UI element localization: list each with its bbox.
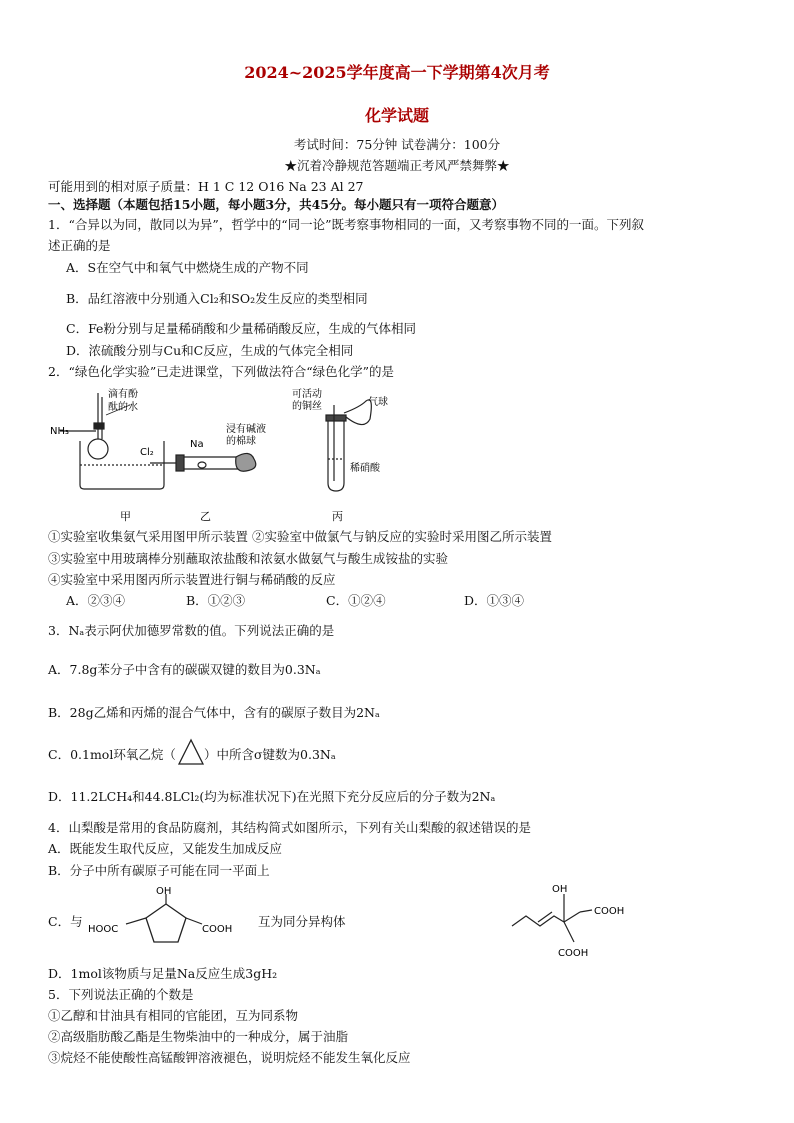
atomic-masses: 可能用到的相对原子质量：H 1 C 12 O16 Na 23 Al 27 xyxy=(48,179,364,194)
q2-statement-1-2: ①实验室收集氨气采用图甲所示装置 ②实验室中做氯气与钠反应的实验时采用图乙所示装置 xyxy=(48,529,552,544)
hooc-label: HOOC xyxy=(88,924,119,935)
q4-option-c-suffix: 互为同分异构体 xyxy=(258,914,346,929)
q4-option-b: B．分子中所有碳原子可能在同一平面上 xyxy=(48,863,270,878)
exam-info: 考试时间：75分钟 试卷满分：100分 xyxy=(293,137,501,152)
q1-option-b: B．品红溶液中分别通入Cl₂和SO₂发生反应的类型相同 xyxy=(66,291,368,306)
q3-option-b: B．28g乙烯和丙烯的混合气体中，含有的碳原子数目为2Nₐ xyxy=(48,705,380,720)
q3-stem: 3．Nₐ表示阿伏加德罗常数的值。下列说法正确的是 xyxy=(48,623,335,638)
cotton-label-2: 的棉球 xyxy=(226,436,256,447)
cyclopentane-diacid-structure xyxy=(86,884,246,954)
q2-apparatus-figure xyxy=(40,385,460,525)
apparatus-yi xyxy=(150,453,256,471)
q2-statement-3: ③实验室中用玻璃棒分别蘸取浓盐酸和浓氨水做氨气与酸生成铵盐的实验 xyxy=(48,551,449,566)
q3-option-c-suffix: ）中所含σ键数为0.3Nₐ xyxy=(204,747,336,762)
apparatus-bing xyxy=(326,400,371,491)
cotton-label-1: 浸有碱液 xyxy=(226,424,266,435)
label-yi: 乙 xyxy=(200,510,211,523)
oh-label-c: OH xyxy=(156,886,172,897)
q2-option-c: C．①②④ xyxy=(326,593,386,608)
q1-option-d: D．浓硫酸分别与Cu和C反应，生成的气体完全相同 xyxy=(66,343,354,358)
q5-statement-3: ③烷烃不能使酸性高锰酸钾溶液褪色，说明烷烃不能发生氧化反应 xyxy=(48,1050,411,1065)
cooh-label-c: COOH xyxy=(202,924,233,935)
q4-option-d: D．1mol该物质与足量Na反应生成3gH₂ xyxy=(48,966,278,981)
cl2-label: Cl₂ xyxy=(140,447,154,458)
sorbic-acid-structure xyxy=(508,880,638,965)
oh-label-sorbic: OH xyxy=(552,884,568,895)
copper-wire-label-2: 的铜丝 xyxy=(292,401,322,412)
q3-option-a: A．7.8g苯分子中含有的碳碳双键的数目为0.3Nₐ xyxy=(48,662,321,677)
subject-title: 化学试题 xyxy=(364,106,429,125)
q2-option-b: B．①②③ xyxy=(186,593,246,608)
q3-option-d: D．11.2LCH₄和44.8LCl₂(均为标准状况下)在光照下充分反应后的分子数为2Nₐ xyxy=(48,789,496,804)
q5-statement-1: ①乙醇和甘油具有相同的官能团，互为同系物 xyxy=(48,1008,299,1023)
section-heading: 一、选择题（本题包括15小题，每小题3分，共45分。每小题只有一项符合题意） xyxy=(48,197,504,212)
q2-option-a: A．②③④ xyxy=(66,593,126,608)
label-jia: 甲 xyxy=(120,510,131,523)
q1-option-a: A．S在空气中和氧气中燃烧生成的产物不同 xyxy=(66,260,309,275)
q4-option-a: A．既能发生取代反应，又能发生加成反应 xyxy=(48,841,283,856)
cooh-label-sorbic-2: COOH xyxy=(558,948,589,959)
q5-statement-2: ②高级脂肪酸乙酯是生物柴油中的一种成分，属于油脂 xyxy=(48,1029,349,1044)
phenolphthalein-label-2: 酞的水 xyxy=(108,402,138,413)
ethylene-oxide-structure xyxy=(176,736,206,768)
q1-option-c: C．Fe粉分别与足量稀硝酸和少量稀硝酸反应，生成的气体相同 xyxy=(66,321,416,336)
label-bing: 丙 xyxy=(332,510,343,523)
q1-stem: 1．“合异以为同，散同以为异”，哲学中的“同一论”既考察事物相同的一面，又考察事物不同的一面。下列叙 xyxy=(48,217,645,232)
q3-option-c-prefix: C．0.1mol环氧乙烷（ xyxy=(48,747,176,762)
exam-title: 2024~2025学年度高一下学期第4次月考 xyxy=(244,63,550,82)
q2-option-d: D．①③④ xyxy=(464,593,525,608)
q4-option-c-prefix: C．与 xyxy=(48,914,83,929)
q2-stem: 2．“绿色化学实验”已走进课堂，下列做法符合“绿色化学”的是 xyxy=(48,364,395,379)
q4-stem: 4．山梨酸是常用的食品防腐剂，其结构简式如图所示，下列有关山梨酸的叙述错误的是 xyxy=(48,820,531,835)
slogan: ★沉着冷静规范答题端正考风严禁舞弊★ xyxy=(284,158,510,173)
q5-stem: 5．下列说法正确的个数是 xyxy=(48,987,194,1002)
q2-statement-4: ④实验室中采用图丙所示装置进行铜与稀硝酸的反应 xyxy=(48,572,336,587)
cooh-label-sorbic-1: COOH xyxy=(594,906,625,917)
copper-wire-label-1: 可活动 xyxy=(292,389,322,400)
q1-stem-cont: 述正确的是 xyxy=(48,238,111,253)
balloon-label: 气球 xyxy=(368,397,388,408)
na-label: Na xyxy=(190,439,204,450)
dilute-nitric-acid-label: 稀硝酸 xyxy=(350,463,380,474)
phenolphthalein-label-1: 滴有酚 xyxy=(108,389,138,400)
nh3-label: NH₃ xyxy=(50,426,70,437)
